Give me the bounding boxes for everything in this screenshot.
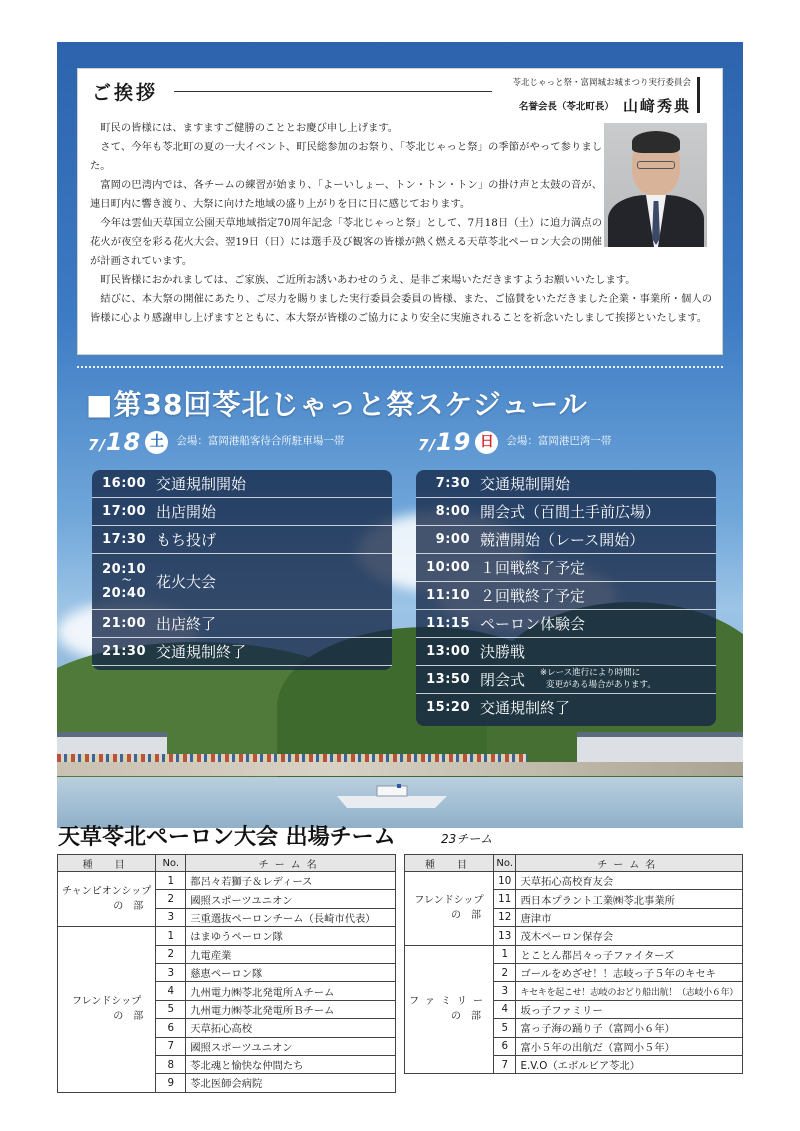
team-name: 唐津市 xyxy=(516,908,743,926)
team-name: 三重選抜ペーロンチーム（長崎市代表） xyxy=(186,908,396,926)
team-name: 富小５年の出航だ（富岡小５年） xyxy=(516,1037,743,1055)
team-name: とことん都呂々っ子ファイターズ xyxy=(516,945,743,963)
event-name: 交通規制終了 xyxy=(480,699,571,717)
day2-month: 7 xyxy=(418,436,430,454)
team-name: 西日本プラント工業㈱苓北事業所 xyxy=(516,890,743,908)
team-name: 坂っ子ファミリー xyxy=(516,1000,743,1018)
signature-block xyxy=(510,77,700,113)
event-name: ２回戦終了予定 xyxy=(480,587,586,605)
schedule-row xyxy=(92,498,392,526)
event-time: 11:10 xyxy=(426,588,470,603)
team-no: 7 xyxy=(493,1055,516,1073)
table-row xyxy=(58,927,396,945)
greeting-paragraph: 町民の皆様には、ますますご健勝のこととお慶び申し上げます。 xyxy=(100,122,399,134)
title-rule xyxy=(174,91,492,92)
team-no: 6 xyxy=(156,1019,186,1037)
signatory-role: 名誉会長（苓北町長） xyxy=(518,101,614,113)
greeting-title: ご挨拶 xyxy=(92,82,159,104)
mayor-portrait xyxy=(604,123,707,247)
team-name: 天草拓心高校育友会 xyxy=(516,872,743,890)
event-name: 交通規制開始 xyxy=(156,475,247,493)
team-no: 3 xyxy=(156,908,186,926)
team-no: 3 xyxy=(493,982,516,1000)
schedule-row xyxy=(416,554,716,582)
team-no: 2 xyxy=(493,963,516,981)
greeting-paragraph: 富岡の巴湾内では、各チームの練習が始まり、「よーいしょー、トン・トン・トン」の掛け声と太鼓の音が、連日町内に響き渡り、大祭に向けた地域の盛り上がりを日に日に感じております。 xyxy=(90,179,602,210)
header-category: 種 目 xyxy=(58,855,156,872)
event-time: 13:00 xyxy=(426,644,470,659)
greeting-paragraph: 結びに、本大祭の開催にあたり、ご尽力を賜りました実行委員会委員の皆様、また、ご協賛をいただきました企業・事業所・個人の皆様に心より感謝申し上げますとともに、本大祭が皆様のご協力により安全に実施されることを祈念いたしまして挨拶といたします。 xyxy=(90,293,712,324)
greeting-box xyxy=(77,68,723,355)
team-name: E.V.O（エボルビア苓北） xyxy=(516,1055,743,1073)
team-name: 九州電力㈱苓北発電所Ｂチーム xyxy=(186,1000,396,1018)
team-no: 9 xyxy=(156,1074,186,1092)
greeting-body-full xyxy=(90,271,712,328)
event-time: 21:00 xyxy=(102,616,146,631)
building xyxy=(57,732,167,754)
team-no: 5 xyxy=(156,1000,186,1018)
day1-weekday-badge: 土 xyxy=(145,431,168,454)
schedule-row xyxy=(416,498,716,526)
team-no: 2 xyxy=(156,945,186,963)
team-no: 11 xyxy=(493,890,516,908)
event-time: 16:00 xyxy=(102,476,146,491)
schedule-row xyxy=(416,526,716,554)
team-name: 苓北医師会病院 xyxy=(186,1074,396,1092)
event-name: 花火大会 xyxy=(156,573,217,591)
signatory-name: 山﨑秀典 xyxy=(622,97,691,115)
event-time: 8:00 xyxy=(435,504,470,519)
team-table-left xyxy=(57,854,396,1093)
event-name: 競漕開始（レース開始） xyxy=(480,531,645,549)
committee-name: 苓北じゃっと祭・富岡城お城まつり実行委員会 xyxy=(512,78,691,88)
header-no: No. xyxy=(156,855,186,872)
event-name: ペーロン体験会 xyxy=(480,615,586,633)
team-name: 國照スポーツユニオン xyxy=(186,890,396,908)
event-name: １回戦終了予定 xyxy=(480,559,586,577)
schedule-row xyxy=(416,666,716,694)
header-team-name: チーム名 xyxy=(186,855,396,872)
day2-schedule-panel xyxy=(416,470,716,726)
table-row xyxy=(58,872,396,890)
schedule-row xyxy=(92,554,392,610)
header-no: No. xyxy=(493,855,516,872)
event-time: 10:00 xyxy=(426,560,470,575)
building xyxy=(577,732,743,766)
team-no: 4 xyxy=(493,1000,516,1018)
event-time: 15:20 xyxy=(426,700,470,715)
event-time: 9:00 xyxy=(435,532,470,547)
event-name: 交通規制終了 xyxy=(156,643,247,661)
table-row xyxy=(405,872,743,890)
event-name: 開会式（百間土手前広場） xyxy=(480,503,661,521)
team-name: キセキを起こせ！志岐のおどり船出航！（志岐小６年） xyxy=(516,982,743,1000)
team-name: 都呂々若獅子＆レディース xyxy=(186,872,396,890)
team-table-right xyxy=(404,854,743,1074)
schedule-row xyxy=(416,610,716,638)
category-cell: ファミリー の 部 xyxy=(405,945,494,1074)
day2-weekday-badge: 日 xyxy=(475,431,498,454)
schedule-row xyxy=(92,470,392,498)
team-name: 九州電力㈱苓北発電所Ａチーム xyxy=(186,982,396,1000)
event-time: 7:30 xyxy=(435,476,470,491)
schedule-row xyxy=(416,582,716,610)
day1-schedule-panel xyxy=(92,470,392,670)
team-name: 富っ子海の踊り子（富岡小６年） xyxy=(516,1019,743,1037)
team-no: 7 xyxy=(156,1037,186,1055)
dotted-divider xyxy=(77,366,723,368)
header-category: 種 目 xyxy=(405,855,494,872)
greeting-paragraph: 町民皆様におかれましては、ご家族、ご近所お誘いあわせのうえ、是非ご来場いただきますようお願いいたします。 xyxy=(100,274,636,286)
schedule-note: ※レース進行により時間に xyxy=(540,668,641,678)
greeting-body xyxy=(90,119,602,271)
category-cell: チャンピオンシップ の 部 xyxy=(58,872,156,927)
boat-icon xyxy=(337,784,447,808)
team-name: 茂木ペーロン保存会 xyxy=(516,927,743,945)
day2-header: 7/19 日 $^{会場:富岡港巴湾一帯}$ xyxy=(418,428,612,456)
event-time: 21:30 xyxy=(102,644,146,659)
day1-header: 7/18 土 $^{会場:富岡港船客待合所駐車場一帯}$ xyxy=(88,428,345,456)
schedule-row xyxy=(416,694,716,722)
category-cell: フレンドシップ の 部 xyxy=(58,927,156,1093)
day2-venue: 会場：富岡港巴湾一帯 xyxy=(506,435,612,447)
team-no: 4 xyxy=(156,982,186,1000)
event-time-range: 20:10 〜 20:40 xyxy=(102,562,146,601)
category-cell: フレンドシップ の 部 xyxy=(405,872,494,946)
event-time: 17:30 xyxy=(102,532,146,547)
greeting-paragraph: 今年は雲仙天草国立公園天草地域指定70周年記念「苓北じゃっと祭」として、7月18日（土）に迫力満点の花火が夜空を彩る花火大会、翌19日（日）には選手及び観客の皆様が熱く燃える天草苓北ペーロン大会の開催が計画されています。 xyxy=(90,217,602,267)
team-name: はまゆうペーロン隊 xyxy=(186,927,396,945)
event-name: 交通規制開始 xyxy=(480,475,571,493)
team-name: 天草拓心高校 xyxy=(186,1019,396,1037)
day2-date: 19 xyxy=(435,428,472,456)
schedule-row xyxy=(416,638,716,666)
team-no: 3 xyxy=(156,963,186,981)
event-name: もち投げ xyxy=(156,531,217,549)
team-name: 九電産業 xyxy=(186,945,396,963)
schedule-title: ■第38回苓北じゃっと祭スケジュール xyxy=(86,388,588,421)
team-no: 5 xyxy=(493,1019,516,1037)
event-name: 決勝戦 xyxy=(480,643,526,661)
schedule-note: 変更がある場合があります。 xyxy=(546,680,656,690)
event-time: 17:00 xyxy=(102,504,146,519)
team-no: 10 xyxy=(493,872,516,890)
team-no: 2 xyxy=(156,890,186,908)
team-name: 苓北魂と愉快な仲間たち xyxy=(186,1055,396,1073)
team-no: 1 xyxy=(156,872,186,890)
table-row xyxy=(405,945,743,963)
schedule-row xyxy=(92,526,392,554)
team-no: 8 xyxy=(156,1055,186,1073)
event-name: 閉会式 xyxy=(480,671,526,689)
day1-venue: 会場：富岡港船客待合所駐車場一帯 xyxy=(176,435,345,447)
team-no: 6 xyxy=(493,1037,516,1055)
event-name: 出店開始 xyxy=(156,503,217,521)
header-team-name: チーム名 xyxy=(516,855,743,872)
team-no: 12 xyxy=(493,908,516,926)
schedule-row xyxy=(92,638,392,666)
schedule-row xyxy=(92,610,392,638)
day1-date: 18 xyxy=(105,428,142,456)
team-name: 國照スポーツユニオン xyxy=(186,1037,396,1055)
event-name: 出店終了 xyxy=(156,615,217,633)
team-name: 慈恵ペーロン隊 xyxy=(186,963,396,981)
day1-month: 7 xyxy=(88,436,100,454)
greeting-paragraph: さて、今年も苓北町の夏の一大イベント、町民総参加のお祭り、「苓北じゃっと祭」の季節がやって参りました。 xyxy=(90,141,602,172)
teams-title: 天草苓北ペーロン大会 出場チーム xyxy=(58,825,396,850)
pier xyxy=(57,762,743,776)
team-no: 13 xyxy=(493,927,516,945)
team-no: 1 xyxy=(493,945,516,963)
team-name: ゴールをめざせ！！志岐っ子５年のキセキ xyxy=(516,963,743,981)
schedule-row xyxy=(416,470,716,498)
event-time: 13:50 xyxy=(426,672,470,687)
event-time: 11:15 xyxy=(426,616,470,631)
teams-count: 23チーム xyxy=(441,832,493,846)
team-no: 1 xyxy=(156,927,186,945)
